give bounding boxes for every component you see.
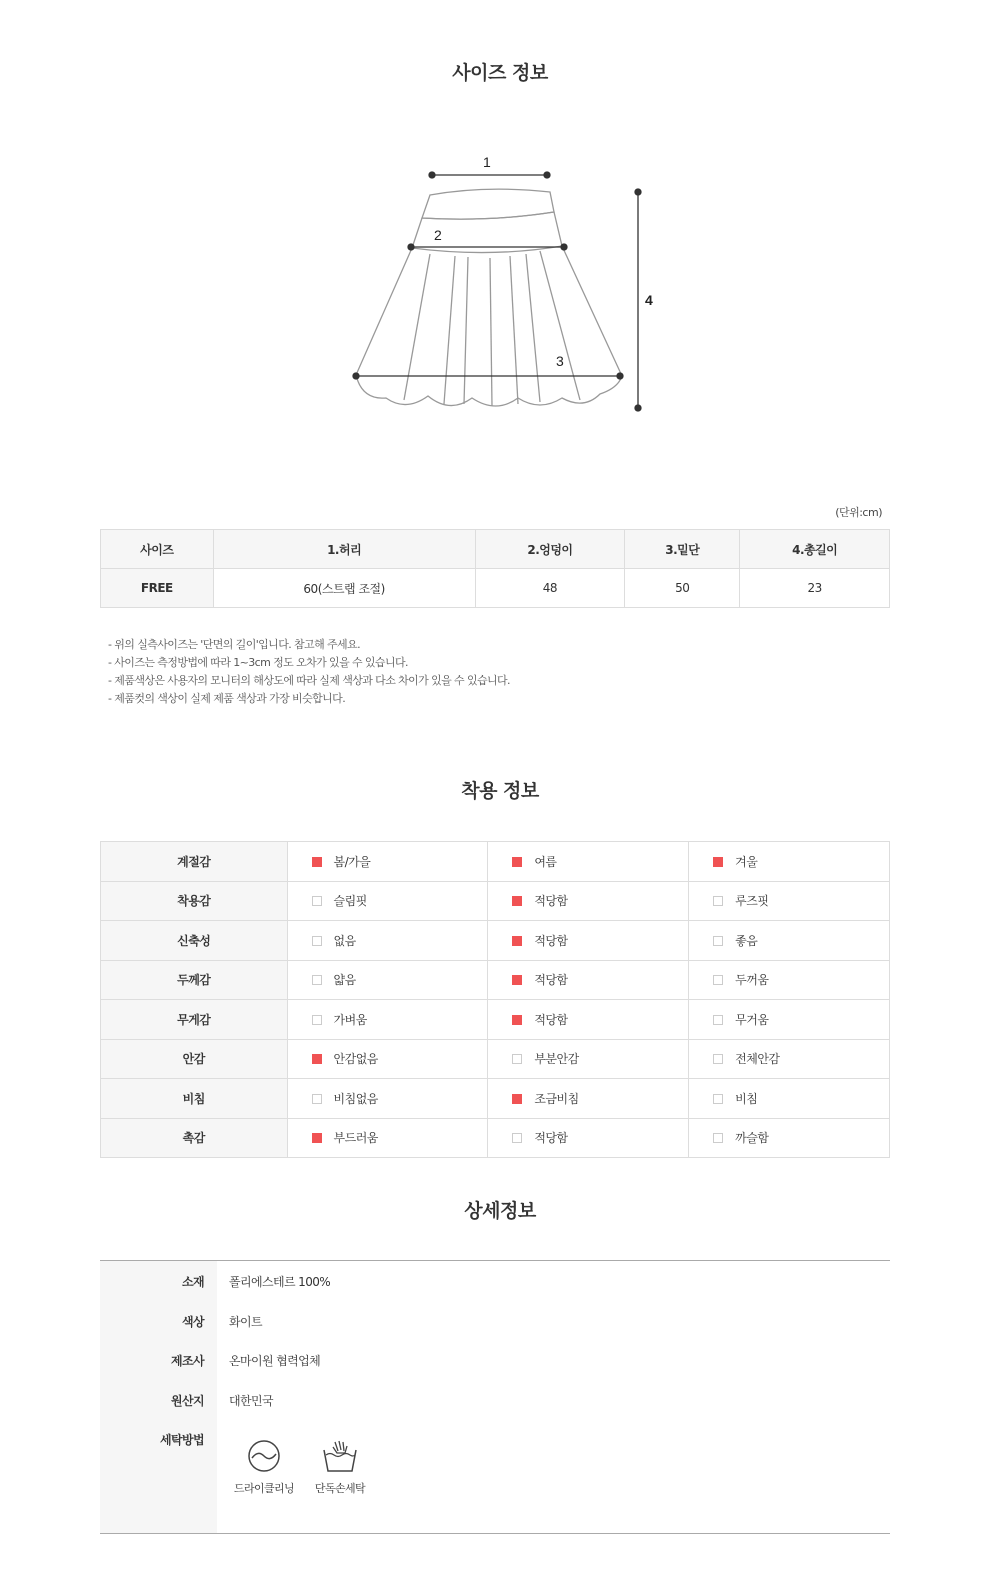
skirt-illustration <box>356 189 622 406</box>
checked-box-icon <box>312 857 322 867</box>
measure-label-2: 2 <box>434 227 442 243</box>
size-table <box>100 529 890 608</box>
checked-box-icon <box>512 1015 522 1025</box>
fit-row <box>101 881 890 921</box>
fit-option-text: 가벼움 <box>333 1012 367 1027</box>
fit-row-label: 두께감 <box>101 960 288 1000</box>
fit-option <box>488 1039 689 1079</box>
fit-row <box>101 1118 890 1158</box>
fit-option-text: 부분안감 <box>534 1052 579 1067</box>
size-header-cell: 1.허리 <box>213 530 475 569</box>
size-section-title: 사이즈 정보 <box>452 62 548 84</box>
unchecked-box-icon <box>713 1015 723 1025</box>
fit-option <box>287 881 488 921</box>
fit-option-text: 적당함 <box>534 1131 568 1146</box>
wash-text: 단독손세탁 <box>314 1482 366 1495</box>
wash-text: 드라이클리닝 <box>233 1482 295 1495</box>
fit-row <box>101 1079 890 1119</box>
fit-option-text: 여름 <box>534 854 557 869</box>
fit-row-label: 무게감 <box>101 1000 288 1040</box>
fit-option-text: 비침없음 <box>333 1091 378 1106</box>
unchecked-box-icon <box>713 896 723 906</box>
unchecked-box-icon <box>713 1133 723 1143</box>
fit-row-label: 비침 <box>101 1079 288 1119</box>
note-line: - 위의 실측사이즈는 '단면의 길이'입니다. 참고해 주세요. <box>108 638 360 651</box>
checked-box-icon <box>512 936 522 946</box>
size-cell: 48 <box>475 569 625 608</box>
fit-table <box>100 841 890 1158</box>
unit-label: (단위:cm) <box>835 506 882 519</box>
checked-box-icon <box>512 857 522 867</box>
fit-option <box>287 960 488 1000</box>
fit-row <box>101 1039 890 1079</box>
fit-option <box>689 1039 890 1079</box>
fit-row-label: 착용감 <box>101 881 288 921</box>
fit-option <box>287 1118 488 1158</box>
fit-option <box>488 1118 689 1158</box>
fit-option-text: 적당함 <box>534 894 568 909</box>
fit-option-text: 적당함 <box>534 1012 568 1027</box>
unchecked-box-icon <box>312 975 322 985</box>
fit-option <box>488 842 689 882</box>
fit-row-label: 신축성 <box>101 921 288 961</box>
detail-section-title: 상세정보 <box>464 1200 536 1222</box>
checked-box-icon <box>312 1133 322 1143</box>
size-table-row <box>101 569 890 608</box>
unchecked-box-icon <box>312 936 322 946</box>
fit-option-text: 겨울 <box>735 854 758 869</box>
unchecked-box-icon <box>713 1094 723 1104</box>
fit-option <box>488 881 689 921</box>
detail-value: 폴리에스테르 100% <box>229 1275 331 1289</box>
wash-item-dry-clean <box>232 1438 296 1496</box>
fit-option <box>689 1079 890 1119</box>
fit-row-label: 계절감 <box>101 842 288 882</box>
size-cell: 50 <box>625 569 740 608</box>
unchecked-box-icon <box>512 1133 522 1143</box>
measurement-lines <box>353 172 641 411</box>
fit-option <box>287 1039 488 1079</box>
fit-option <box>287 921 488 961</box>
size-header-cell: 사이즈 <box>101 530 214 569</box>
unchecked-box-icon <box>713 975 723 985</box>
size-cell: FREE <box>101 569 214 608</box>
fit-option <box>689 960 890 1000</box>
checked-box-icon <box>512 975 522 985</box>
detail-label: 원산지 <box>171 1394 204 1408</box>
fit-option-text: 까슬함 <box>735 1131 769 1146</box>
fit-section-title: 착용 정보 <box>461 780 539 802</box>
fit-row-label: 안감 <box>101 1039 288 1079</box>
fit-option <box>689 1118 890 1158</box>
fit-option-text: 없음 <box>333 933 356 948</box>
detail-value: 온마이원 협력업체 <box>229 1354 321 1368</box>
detail-label: 색상 <box>182 1315 204 1329</box>
unchecked-box-icon <box>312 896 322 906</box>
fit-row <box>101 921 890 961</box>
unchecked-box-icon <box>512 1054 522 1064</box>
fit-option-text: 봄/가을 <box>333 854 371 869</box>
fit-option <box>287 842 488 882</box>
fit-option <box>689 881 890 921</box>
size-cell: 60(스트랩 조절) <box>213 569 475 608</box>
checked-box-icon <box>512 1094 522 1104</box>
unchecked-box-icon <box>713 936 723 946</box>
measure-label-1: 1 <box>483 154 491 170</box>
fit-option <box>488 1079 689 1119</box>
fit-option <box>287 1000 488 1040</box>
wash-item-hand-wash <box>310 1438 370 1496</box>
note-line: - 사이즈는 측정방법에 따라 1~3cm 정도 오차가 있을 수 있습니다. <box>108 656 408 669</box>
measure-label-3: 3 <box>556 353 564 369</box>
size-header-cell: 2.엉덩이 <box>475 530 625 569</box>
fit-row-label: 촉감 <box>101 1118 288 1158</box>
fit-option-text: 안감없음 <box>333 1052 378 1067</box>
fit-option <box>488 1000 689 1040</box>
skirt-measurement-diagram <box>340 150 670 420</box>
size-header-cell: 3.밑단 <box>625 530 740 569</box>
fit-option-text: 적당함 <box>534 933 568 948</box>
fit-option-text: 부드러움 <box>333 1131 378 1146</box>
fit-option <box>689 1000 890 1040</box>
unchecked-box-icon <box>312 1094 322 1104</box>
hand-wash-icon <box>320 1438 360 1474</box>
size-cell: 23 <box>740 569 890 608</box>
fit-row <box>101 960 890 1000</box>
fit-option-text: 두꺼움 <box>735 973 769 988</box>
detail-value: 대한민국 <box>229 1394 273 1408</box>
fit-option <box>488 960 689 1000</box>
fit-option <box>689 842 890 882</box>
checked-box-icon <box>512 896 522 906</box>
fit-option <box>488 921 689 961</box>
fit-option-text: 좋음 <box>735 933 758 948</box>
note-line: - 제품컷의 색상이 실제 제품 색상과 가장 비슷합니다. <box>108 692 346 705</box>
fit-row <box>101 842 890 882</box>
note-line: - 제품색상은 사용자의 모니터의 해상도에 따라 실제 색상과 다소 차이가 있을 수 있습니다. <box>108 674 510 687</box>
unchecked-box-icon <box>713 1054 723 1064</box>
fit-option-text: 슬림핏 <box>333 894 367 909</box>
dry-clean-icon <box>246 1438 282 1474</box>
fit-option-text: 비침 <box>735 1091 758 1106</box>
unchecked-box-icon <box>312 1015 322 1025</box>
detail-label: 제조사 <box>171 1354 204 1368</box>
detail-table <box>100 1260 890 1534</box>
detail-label: 소재 <box>182 1275 204 1289</box>
fit-option-text: 조금비침 <box>534 1091 579 1106</box>
checked-box-icon <box>713 857 723 867</box>
detail-value: 화이트 <box>229 1315 262 1329</box>
size-table-header <box>101 530 890 569</box>
fit-option-text: 얇음 <box>333 973 356 988</box>
detail-label: 세탁방법 <box>160 1433 204 1447</box>
measure-label-4: 4 <box>645 292 653 308</box>
fit-option-text: 루즈핏 <box>735 894 769 909</box>
fit-option <box>287 1079 488 1119</box>
fit-option <box>689 921 890 961</box>
fit-option-text: 전체안감 <box>735 1052 780 1067</box>
checked-box-icon <box>312 1054 322 1064</box>
fit-row <box>101 1000 890 1040</box>
size-notes <box>108 636 510 708</box>
fit-option-text: 적당함 <box>534 973 568 988</box>
fit-option-text: 무거움 <box>735 1012 769 1027</box>
size-header-cell: 4.총길이 <box>740 530 890 569</box>
